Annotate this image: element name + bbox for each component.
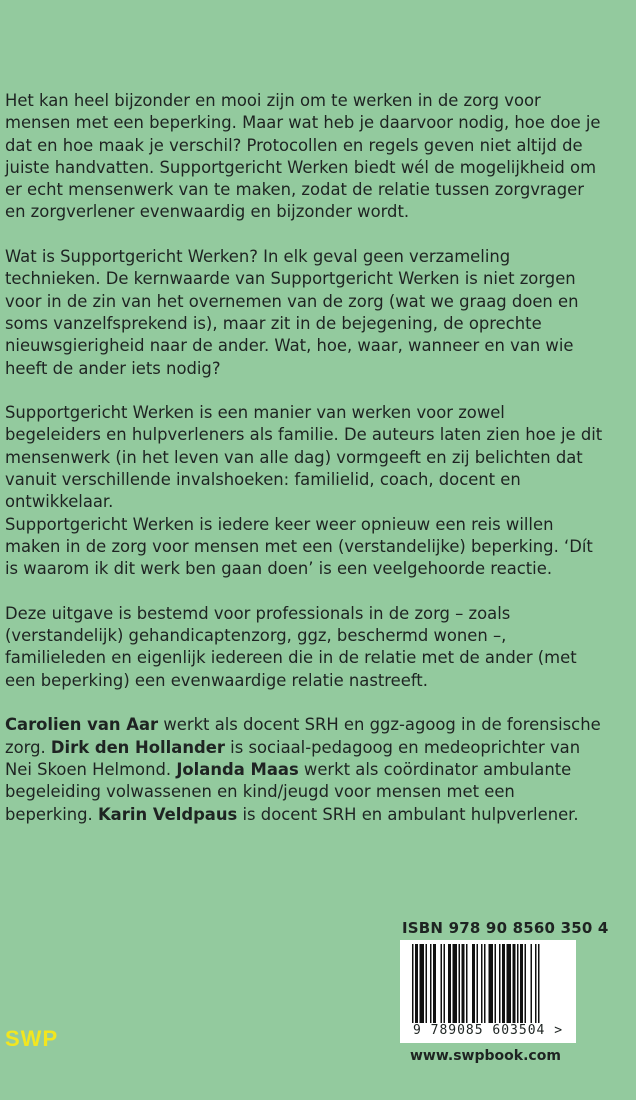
barcode-bar	[466, 944, 468, 1024]
barcode-digits: 9 789085 603504 >	[400, 1023, 576, 1038]
barcode-bar	[513, 944, 516, 1024]
barcode-bars	[400, 940, 576, 1030]
barcode-bar	[517, 944, 519, 1024]
author-bios	[5, 714, 605, 825]
back-cover-text	[5, 90, 605, 848]
isbn-label: ISBN 978 90 8560 350 4	[402, 919, 609, 937]
author-bio: is docent SRH en ambulant hulpverlener.	[237, 804, 579, 824]
barcode-bar	[441, 944, 443, 1024]
barcode-bar	[538, 944, 540, 1024]
barcode-bar	[502, 944, 505, 1024]
barcode-bar	[507, 944, 512, 1024]
author-bio: werkt als docent SRH en ggz-agoog in de forensische zorg.	[5, 715, 601, 757]
barcode-bar	[484, 944, 486, 1024]
barcode-bar	[499, 944, 501, 1024]
paragraph-journey: Supportgericht Werken is iedere keer weer opnieuw een reis willen maken in de zorg voor mensen met een (verstandelijke) beperking. ‘Dít is waarom ik dit werk ben gaan doen’ is een veelgehoorde reactie.	[5, 514, 593, 579]
barcode-bar	[459, 944, 461, 1024]
barcode-bar	[472, 944, 475, 1024]
paragraph-method: Supportgericht Werken is een manier van werken voor zowel begeleiders en hulpverleners als familie. De auteurs laten zien hoe je dit mensenwerk (in het leven van alle dag) vormgeeft en zij belichten dat vanuit verschillende invalshoeken: familielid, coach, docent en ontwikkelaar.	[5, 403, 603, 512]
barcode-bar	[415, 944, 418, 1024]
barcode-bar	[462, 944, 465, 1024]
barcode-bar	[453, 944, 458, 1024]
barcode-bar	[495, 944, 497, 1024]
paragraph-definition: Wat is Supportgericht Werken? In elk geval geen verzameling technieken. De kernwaarde van Supportgericht Werken is niet zorgen voor in de zin van het overnemen van de zorg (wat we graag doen en soms vanzelfsprekend is), maar zit in de bejegening, de oprechte nieuwsgierigheid naar de ander. Wat, hoe, waar, wanneer en van wie heeft de ander iets nodig?	[5, 247, 579, 378]
author-bio: is sociaal-pedagoog en medeoprichter van Nei Skoen Helmond.	[5, 737, 581, 779]
barcode-bar	[433, 944, 436, 1024]
barcode-bar	[531, 944, 533, 1024]
barcode-bar	[430, 944, 432, 1024]
barcode-bar	[420, 944, 425, 1024]
author-name: Dirk den Hollander	[50, 737, 225, 757]
barcode-bar	[535, 944, 537, 1024]
paragraph-intro: Het kan heel bijzonder en mooi zijn om te werken in de zorg voor mensen met een beperking. Maar wat heb je daarvoor nodig, hoe doe je dat en hoe maak je verschil? Protocollen en regels geven niet altijd de juiste handvatten. Supportgericht Werken biedt wél de mogelijkheid om er echt mensenwerk van te maken, zodat de relatie tussen zorgvrager en zorgverlener evenwaardig en bijzonder wordt.	[5, 91, 601, 222]
barcode-bar	[426, 944, 428, 1024]
paragraph-audience: Deze uitgave is bestemd voor professionals in de zorg – zoals (verstandelijk) gehandicaptenzorg, ggz, beschermd wonen –, familieleden en eigenlijk iedereen die in de relatie met de ander (met een beperking) een evenwaardige relatie nastreeft.	[5, 603, 577, 690]
barcode-bar	[520, 944, 523, 1024]
barcode	[400, 940, 576, 1043]
publisher-logo: SWP	[5, 1026, 59, 1051]
author-name: Jolanda Maas	[176, 759, 299, 779]
website-url: www.swpbook.com	[410, 1048, 561, 1064]
author-name: Karin Veldpaus	[97, 804, 238, 824]
barcode-bar	[481, 944, 483, 1024]
barcode-bar	[412, 944, 414, 1024]
barcode-bar	[448, 944, 451, 1024]
barcode-bar	[444, 944, 446, 1024]
barcode-bar	[477, 944, 479, 1024]
author-name: Carolien van Aar	[5, 715, 159, 735]
barcode-bar	[489, 944, 494, 1024]
barcode-bar	[525, 944, 527, 1024]
author-bio: werkt als coördinator ambulante begeleiding volwassenen en kind/jeugd voor mensen met een beperking.	[5, 759, 572, 824]
